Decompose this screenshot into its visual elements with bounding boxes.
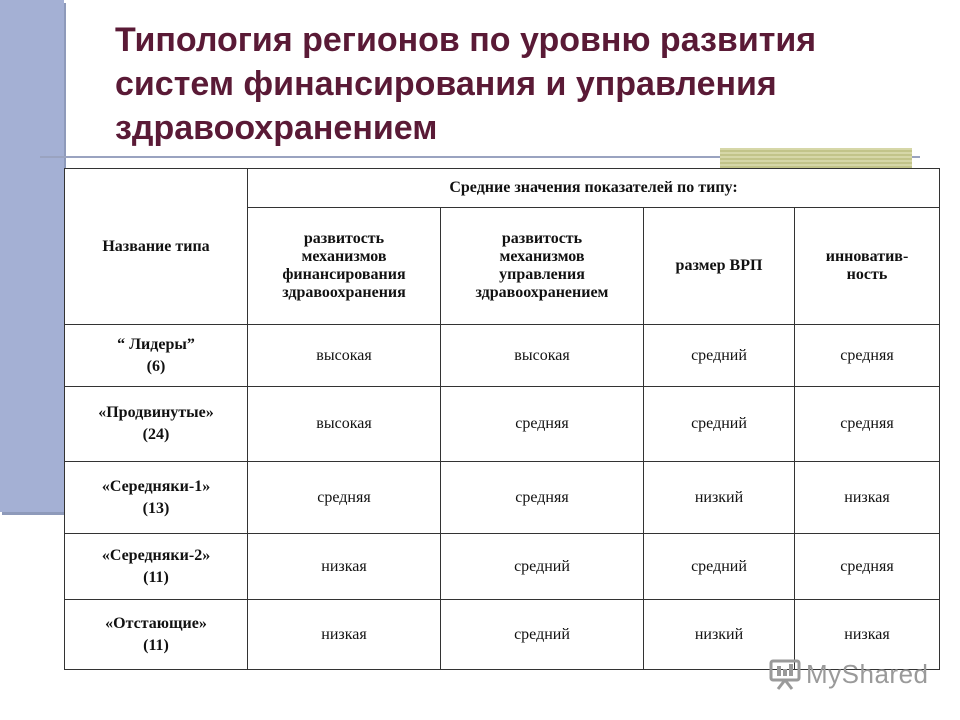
row-type-name: “ Лидеры” (6)	[65, 325, 248, 387]
table-row	[65, 325, 940, 387]
table-cell: низкая	[795, 600, 940, 670]
column-header-financing: развитость механизмов финансирования здравоохранения	[248, 208, 441, 325]
row-type-name: «Середняки-1» (13)	[65, 462, 248, 534]
typology-table	[64, 168, 940, 670]
table-cell: средняя	[795, 534, 940, 600]
table-cell: средний	[441, 600, 644, 670]
table-row	[65, 534, 940, 600]
column-header-innovation: инноватив- ность	[795, 208, 940, 325]
table-cell: средняя	[441, 462, 644, 534]
table-cell: средний	[644, 387, 795, 462]
table-row	[65, 462, 940, 534]
table-cell: низкая	[795, 462, 940, 534]
table-cell: средний	[644, 534, 795, 600]
column-header-management: развитость механизмов управления здравоохранением	[441, 208, 644, 325]
table-cell: средний	[441, 534, 644, 600]
indicators-group-header: Средние значения показателей по типу:	[248, 169, 940, 208]
row-type-name: «Середняки-2» (11)	[65, 534, 248, 600]
table-cell: средняя	[795, 387, 940, 462]
table-cell: высокая	[248, 387, 441, 462]
presentation-board-icon	[768, 658, 802, 690]
table-header-row	[65, 169, 940, 208]
table-cell: средняя	[248, 462, 441, 534]
column-header-grp-size: размер ВРП	[644, 208, 795, 325]
slide-title: Типология регионов по уровню развития систем финансирования и управления здравоохранением	[115, 21, 817, 147]
table-cell: высокая	[248, 325, 441, 387]
table-cell: низкая	[248, 534, 441, 600]
watermark	[768, 656, 929, 692]
decorative-side-bar	[0, 0, 64, 512]
row-type-name: «Отстающие» (11)	[65, 600, 248, 670]
table-cell: низкая	[248, 600, 441, 670]
table-cell: средний	[644, 325, 795, 387]
table-cell: средняя	[441, 387, 644, 462]
table-cell: высокая	[441, 325, 644, 387]
table-cell: средняя	[795, 325, 940, 387]
table-cell: низкий	[644, 462, 795, 534]
table-cell: низкий	[644, 600, 795, 670]
row-type-name: «Продвинутые» (24)	[65, 387, 248, 462]
table-row	[65, 387, 940, 462]
decorative-accent-block	[720, 148, 912, 168]
watermark-text: MyShared	[806, 658, 929, 689]
name-column-header: Название типа	[65, 169, 248, 325]
